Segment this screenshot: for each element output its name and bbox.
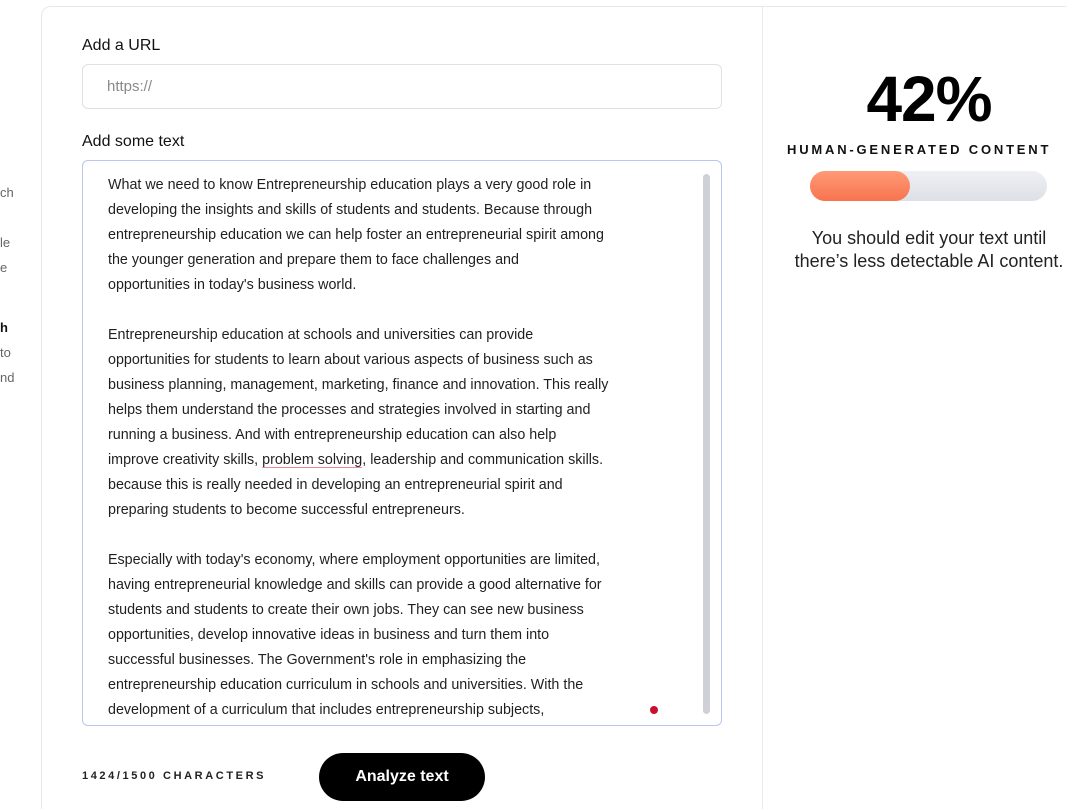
score-percent: 42% <box>866 63 992 135</box>
text-line: entrepreneurship education curriculum in schools and universities. With the <box>108 677 584 693</box>
text-line <box>108 448 678 473</box>
text-paragraph <box>108 548 678 723</box>
left-fragment: to <box>0 345 11 360</box>
grammar-indicator-icon[interactable] <box>650 706 658 714</box>
text-line: students and students to create their own jobs. They can see new business <box>108 602 584 618</box>
left-panel-fragments <box>0 0 40 809</box>
text-line: business planning, management, marketing, finance and innovation. This really <box>108 377 609 393</box>
text-area[interactable] <box>82 160 722 726</box>
score-bar-fill <box>810 171 910 201</box>
text-line: preparing students to become successful entrepreneurs. <box>108 502 465 518</box>
spelling-flag[interactable]: problem solving <box>262 452 363 468</box>
text-line: because this is really needed in developing an entrepreneurial spirit and <box>108 477 563 493</box>
text-line: having entrepreneurial knowledge and skills can provide a good alternative for <box>108 577 602 593</box>
score-label: HUMAN-GENERATED CONTENT <box>787 142 1052 157</box>
text-label: Add some text <box>82 133 185 150</box>
text-line: opportunities in today's business world. <box>108 277 357 293</box>
left-fragment: ch <box>0 185 14 200</box>
text-line: opportunities for students to learn about various aspects of business such as <box>108 352 593 368</box>
text-line: entrepreneurship education we can help foster an entrepreneurial spirit among <box>108 227 604 243</box>
text-content[interactable] <box>108 173 678 726</box>
text-segment: , leadership and communication skills. <box>362 452 604 468</box>
text-line: Entrepreneurship education at schools and universities can provide <box>108 327 534 343</box>
advice-text: You should edit your text until there’s less detectable AI content. <box>794 228 1064 271</box>
character-counter: 1424/1500 CHARACTERS <box>82 770 267 782</box>
text-paragraph <box>108 173 678 298</box>
text-line: development of a curriculum that includes entrepreneurship subjects, <box>108 702 545 718</box>
left-fragment: e <box>0 260 8 275</box>
url-label: Add a URL <box>82 37 161 54</box>
text-segment: improve creativity skills, <box>108 452 263 468</box>
text-line: successful businesses. The Government's role in emphasizing the <box>108 652 527 668</box>
text-line: running a business. And with entrepreneurship education can also help <box>108 427 557 443</box>
text-line: developing the insights and skills of students and students. Because through <box>108 202 593 218</box>
left-fragment: le <box>0 235 11 250</box>
analyze-text-button[interactable]: Analyze text <box>319 753 485 801</box>
panel-divider <box>762 6 763 809</box>
text-scrollbar[interactable] <box>703 174 710 714</box>
score-bar <box>810 171 1047 201</box>
text-line: Especially with today's economy, where employment opportunities are limited, <box>108 552 600 568</box>
text-paragraph <box>108 323 678 523</box>
text-line: What we need to know Entrepreneurship education plays a very good role in <box>108 177 592 193</box>
text-line: helps them understand the processes and strategies involved in starting and <box>108 402 591 418</box>
text-line: opportunities, develop innovative ideas in business and turn them into <box>108 627 550 643</box>
text-line: the younger generation and prepare them to face challenges and <box>108 252 519 268</box>
left-fragment: h <box>0 320 8 335</box>
url-input[interactable] <box>82 64 722 109</box>
left-fragment: nd <box>0 370 15 385</box>
